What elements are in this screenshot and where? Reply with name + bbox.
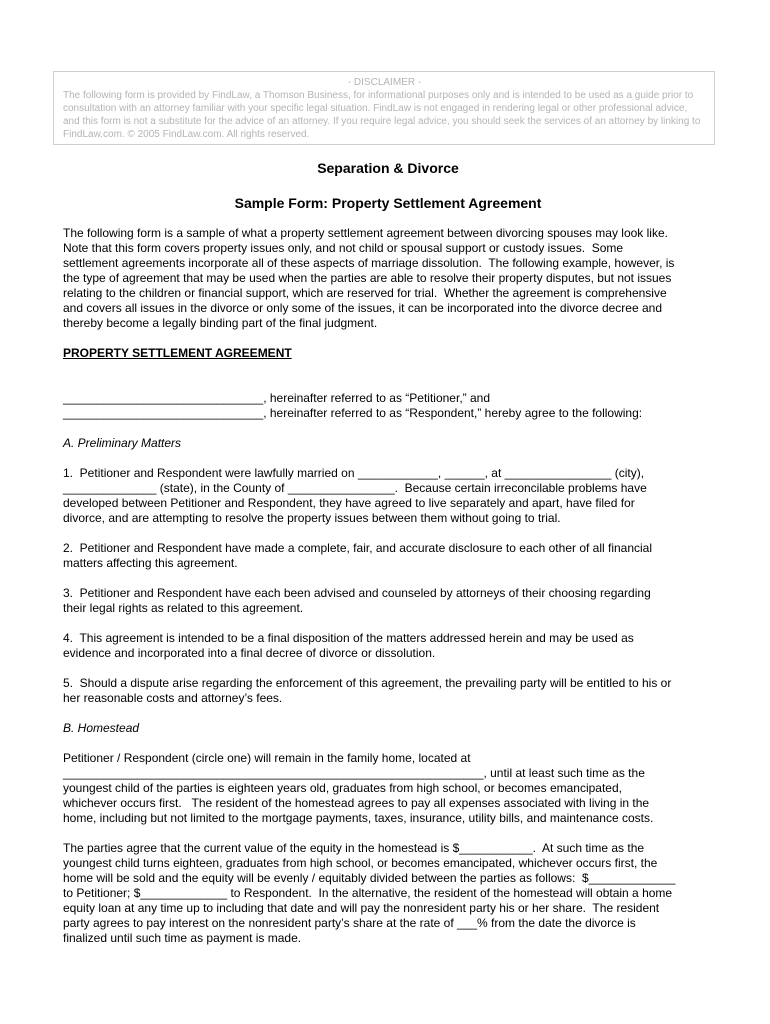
paragraph-4	[63, 631, 713, 661]
document-body	[63, 160, 713, 946]
paragraph-line: her reasonable costs and attorney’s fees.	[63, 691, 283, 705]
paragraph-line: developed between Petitioner and Respondent, they have agreed to live separately and apart, have filed for	[63, 496, 635, 510]
paragraph-line: 1. Petitioner and Respondent were lawfully married on ____________, ______, at ________________ (city),	[63, 466, 645, 480]
petitioner-line: ______________________________, hereinafter referred to as “Petitioner,” and	[63, 391, 491, 405]
paragraph-line: finalized until such time as payment is made.	[63, 931, 302, 945]
paragraph-line: youngest child of the parties is eighteen years old, graduates from high school, or becomes emancipated,	[63, 781, 622, 795]
paragraph-3	[63, 586, 713, 616]
paragraph-line: home, including but not limited to the mortgage payments, taxes, insurance, utility bills, and maintenance costs.	[63, 811, 654, 825]
homestead-paragraph-2	[63, 841, 713, 946]
homestead-paragraph-1	[63, 751, 713, 826]
paragraph-line: home will be sold and the equity will be evenly / equitably divided between the parties as follows: $_____________	[63, 871, 676, 885]
document-title: Separation & Divorce	[317, 160, 459, 176]
intro-line: The following form is a sample of what a property settlement agreement between divorcing spouses may look like.	[63, 226, 668, 240]
intro-line: thereby become a legally binding part of the final judgment.	[63, 316, 378, 330]
paragraph-line: whichever occurs first. The resident of the homestead agrees to pay all expenses associated with living in the	[63, 796, 650, 810]
paragraph-2	[63, 541, 713, 571]
paragraph-line: evidence and incorporated into a final decree of divorce or dissolution.	[63, 646, 436, 660]
disclaimer-box	[53, 71, 715, 145]
intro-paragraph	[63, 226, 713, 331]
section-b-heading: B. Homestead	[63, 721, 140, 735]
paragraph-5	[63, 676, 713, 706]
parties-block	[63, 391, 713, 421]
disclaimer-line: The following form is provided by FindLaw, a Thomson Business, for informational purposes only and is intended to be used as a guide prior to	[63, 90, 694, 101]
intro-line: settlement agreements incorporate all of these aspects of marriage dissolution. The following example, however, is	[63, 256, 675, 270]
paragraph-line: _______________________________________________________________, until at least such time as the	[63, 766, 645, 780]
document-subtitle: Sample Form: Property Settlement Agreement	[234, 195, 542, 211]
paragraph-line: equity loan at any time up to including that date and will pay the nonresident party his or her share. The resident	[63, 901, 660, 915]
intro-line: relating to the children or financial support, which are reserved for trial. Whether the agreement is comprehensive	[63, 286, 667, 300]
paragraph-line: ______________ (state), in the County of ________________. Because certain irreconcilable problems have	[63, 481, 647, 495]
disclaimer-line: and this form is not a substitute for the advice of an attorney. If you require legal advice, you should seek the services of an attorney by linking to	[63, 116, 701, 127]
agreement-heading: PROPERTY SETTLEMENT AGREEMENT	[63, 346, 292, 360]
paragraph-line: 5. Should a dispute arise regarding the enforcement of this agreement, the prevailing party will be entitled to his or	[63, 676, 672, 690]
paragraph-line: matters affecting this agreement.	[63, 556, 238, 570]
paragraph-line: 2. Petitioner and Respondent have made a complete, fair, and accurate disclosure to each other of all financial	[63, 541, 653, 555]
paragraph-line: divorce, and are attempting to resolve the property issues between them without going to trial.	[63, 511, 561, 525]
disclaimer-line: FindLaw.com. © 2005 FindLaw.com. All rights reserved.	[63, 129, 310, 140]
paragraph-line: youngest child turns eighteen, graduates from high school, or becomes emancipated, whichever occurs first, the	[63, 856, 658, 870]
intro-line: the type of agreement that may be used when the parties are able to resolve their property disputes, but not issues	[63, 271, 672, 285]
section-a-heading: A. Preliminary Matters	[63, 436, 182, 450]
paragraph-1	[63, 466, 713, 526]
paragraph-line: 4. This agreement is intended to be a final disposition of the matters addressed herein and may be used as	[63, 631, 634, 645]
intro-line: and covers all issues in the divorce or only some of the issues, it can be incorporated into the divorce decree and	[63, 301, 662, 315]
disclaimer-line: consultation with an attorney familiar with your specific legal situation. FindLaw is not engaged in rendering legal or other professional advice,	[63, 103, 688, 114]
paragraph-line: The parties agree that the current value of the equity in the homestead is $___________. At such time as the	[63, 841, 645, 855]
paragraph-line: 3. Petitioner and Respondent have each been advised and counseled by attorneys of their choosing regarding	[63, 586, 651, 600]
intro-line: Note that this form covers property issues only, and not child or spousal support or custody issues. Some	[63, 241, 624, 255]
paragraph-line: their legal rights as related to this agreement.	[63, 601, 304, 615]
respondent-line: ______________________________, hereinafter referred to as “Respondent,” hereby agree to the following:	[63, 406, 643, 420]
paragraph-line: party agrees to pay interest on the nonresident party’s share at the rate of ___% from the date the divorce is	[63, 916, 636, 930]
paragraph-line: Petitioner / Respondent (circle one) will remain in the family home, located at	[63, 751, 471, 765]
paragraph-line: to Petitioner; $_____________ to Respondent. In the alternative, the resident of the homestead will obtain a home	[63, 886, 673, 900]
disclaimer-heading: - DISCLAIMER -	[347, 77, 422, 88]
